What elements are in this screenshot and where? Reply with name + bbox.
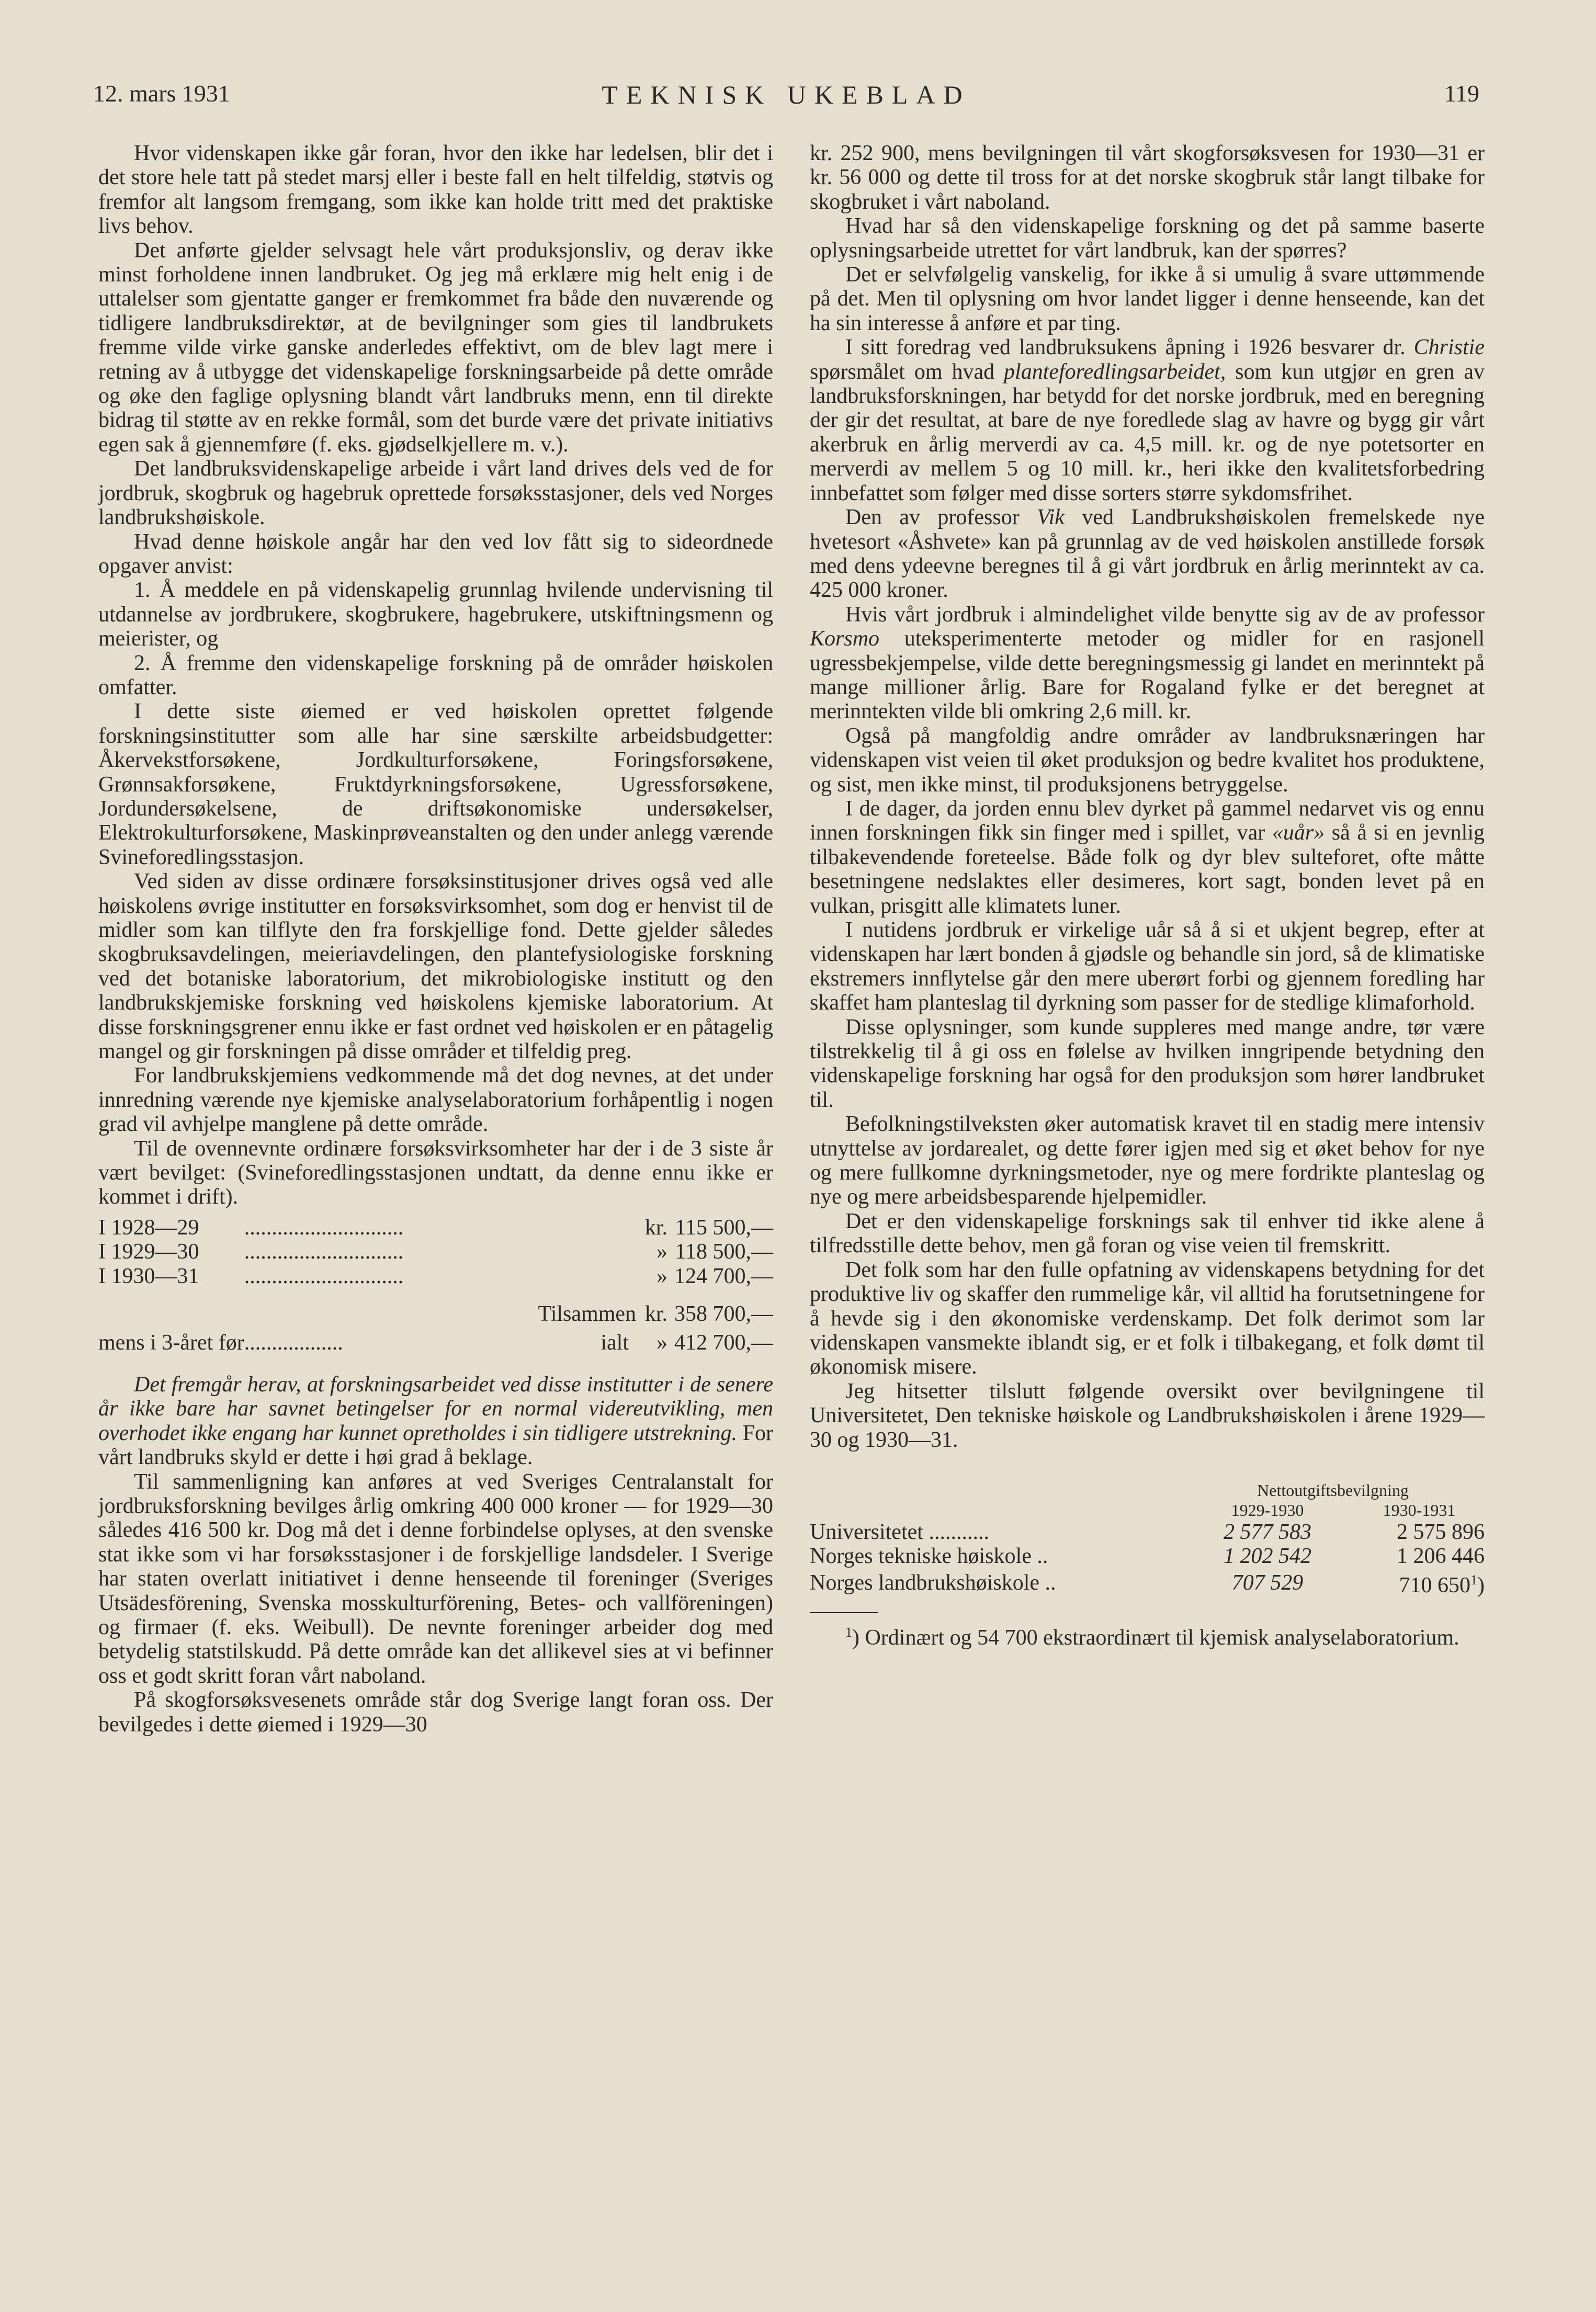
- footnote: [810, 1620, 1485, 1650]
- issue-date: 12. mars 1931: [93, 80, 230, 107]
- paragraph: Det er selvfølgelig vanskelig, for ikke å si umulig å svare uttømmende på det. Men til oplysning om hvor landet ligger i denne henseende, kan det ha sin interesse å anføre et par ting.: [810, 263, 1485, 335]
- list-item: 2. Å fremme den videnskapelige forskning på de områder høiskolen omfatter.: [98, 651, 773, 699]
- emphasis: «uår»: [1272, 821, 1325, 845]
- italic-statement: Det fremgår herav, at forskningsarbeidet ved disse institutter i de senere år ikke bare har savnet betingelser for en normal videreutvikling, men overhodet ikke engang har kunnet opretholdes i sin tidligere utstrekning.: [98, 1372, 773, 1445]
- paragraph: kr. 252 900, mens bevilgningen til vårt skogforsøksvesen for 1930—31 er kr. 56 000 og dette til tross for at det norske skogbruk står langt tilbake for skogbruket i vårt naboland.: [810, 141, 1485, 214]
- institution-name: Universitetet ...........: [810, 1520, 989, 1544]
- list-item: 1. Å meddele en på videnskapelig grunnlag hvilende undervisning til utdannelse av jordbrukere, skogbrukere, hagebrukere, utskiftningsmenn og meierister, og: [98, 578, 773, 651]
- emphasis: planteforedlingsarbeidet,: [1004, 359, 1226, 384]
- person-name: Christie: [1413, 335, 1485, 360]
- column-header: 1929-1930: [1231, 1500, 1304, 1520]
- footnote-text: ) Ordinært og 54 700 ekstraordinært til kjemisk analyselaboratorium.: [852, 1625, 1459, 1650]
- paragraph: På skogforsøksvesenets område står dog Sverige langt foran oss. Der bevilgedes i dette øiemed i 1929—30: [98, 1688, 773, 1737]
- numbered-list: [98, 578, 773, 699]
- table-row: [98, 1264, 773, 1288]
- year-label: I 1930—31: [98, 1264, 199, 1288]
- amount-value: 118 500,—: [675, 1240, 773, 1264]
- leader-dots: ..................: [244, 1330, 343, 1355]
- table-row: [98, 1216, 773, 1240]
- page-header: [93, 74, 1479, 121]
- year-label: I 1929—30: [98, 1240, 199, 1264]
- sentence: For vårt landbruks skyld er dette i høi grad å beklage.: [98, 1421, 773, 1470]
- paragraph: [98, 1373, 773, 1470]
- value-1930: 1 206 446: [1397, 1544, 1485, 1568]
- paragraph: Hvad har så den videnskapelige forskning og det på samme baserte oplysningsarbeide utrettet for vårt landbruk, kan der spørres?: [810, 214, 1485, 263]
- paragraph: Disse oplysninger, som kunde suppleres med mange andre, tør være tilstrekkelig til å gi oss en følelse av hvilken inngripende betydning den videnskapelige forskning har også for den produksjon som hører landbruket til.: [810, 1015, 1485, 1112]
- paragraph: Til sammenligning kan anføres at ved Sveriges Centralanstalt for jordbruksforskning bevilges årlig omkring 400 000 kroner — for 1929—30 således 416 500 kr. Dog må det i denne forbindelse oplyses, at den svenske stat ikke som vi har forsøksstasjoner i de forskjellige landsdeler. I Sverige har staten overlatt initiativet i denne henseende til foreninger (Sveriges Utsädesförening, Svenska mosskulturförening, Betes- och vallföreningen) og firmaer (f. eks. Weibull). De nevnte foreninger arbeider dog med betydelig statstilskudd. På dette område kan det allikevel sies at vi befinner oss et godt skritt foran vårt naboland.: [98, 1469, 773, 1688]
- value-1929: 707 529: [1231, 1570, 1304, 1595]
- person-name: Korsmo: [810, 627, 880, 651]
- paragraph: Befolkningstilveksten øker automatisk kravet til en stadig mere intensiv utnyttelse av jordarealet, og dette fører igjen med sig et øket behov for nye og mere fullkomne dyrkningsmetoder, nye og mere fordrikte planteslag og nye og mere arbeidsbesparende hjelpemidler.: [810, 1112, 1485, 1209]
- value-1930: 710 $650^1$): [1399, 1572, 1485, 1597]
- table-row: [98, 1240, 773, 1264]
- footnote-mark: 1: [845, 1624, 852, 1640]
- total-amount: 358 700,—: [674, 1302, 773, 1327]
- paragraph: Det landbruksvidenskapelige arbeide i vårt land drives dels ved de for jordbruk, skogbruk og hagebruk oprettede forsøksstasjoner, dels ved Norges landbrukshøiskole.: [98, 457, 773, 530]
- paragraph: Jeg hitsetter tilslutt følgende oversikt over bevilgningene til Universitetet, Den tekniske høiskole og Landbrukshøiskolen i årene 1929—30 og 1930—31.: [810, 1379, 1485, 1452]
- value-1930: 2 575 896: [1397, 1520, 1485, 1544]
- person-name: Vik: [1037, 505, 1065, 530]
- footnote-reference: 1: [1470, 1572, 1477, 1588]
- currency-label: »: [656, 1264, 667, 1288]
- publication-title: TEKNISK UKEBLAD: [602, 80, 971, 109]
- total-label: Tilsammen: [538, 1302, 636, 1327]
- table-super-header: Nettoutgiftsbevilgning: [1257, 1480, 1409, 1500]
- budget-table: [810, 1520, 1485, 1597]
- leader-dots: ..: [1045, 1570, 1056, 1595]
- paragraph: I nutidens jordbruk er virkelige uår så å si et ukjent begrep, efter at videnskapen har lært bonden å gjødsle og behandle sin jord, så de klimatiske ekstremers innflytelse går den mere uberørt forbi og gjennem foredling har skaffet ham planteslag til dyrkning som passer for de stedlige klimaforhold.: [810, 918, 1485, 1015]
- paragraph: Det anførte gjelder selvsagt hele vårt produksjonsliv, og derav ikke minst forholdene innen landbruket. Og jeg må erklære mig helt enig i de uttalelser som gjentatte ganger er fremkommet fra både den nuværende og tidligere landbruksdirektør, at de bevilgninger som gies til landbrukets fremme vilde virke ganske anderledes effektivt, om de blev lagt mere i retning av å utbygge det videnskapelige forskningsarbeide på dette område og øke den faglige oplysning blandt vårt landbruks menn, enn til direkte bidrag til støtte av en rekke formål, som det burde være det private initiativs egen sak å gjennemføre (f. eks. gjødselkjellere m. v.).: [98, 238, 773, 457]
- value-1929: 1 202 542: [1224, 1544, 1311, 1568]
- year-label: I 1928—29: [98, 1215, 199, 1240]
- column-header: 1930-1931: [1383, 1500, 1456, 1520]
- institution-name: Norges landbrukshøiskole ..: [810, 1570, 1056, 1595]
- table-row: [810, 1568, 1485, 1597]
- paragraph: Den av professor Vik ved Landbrukshøiskolen fremelskede nye hvetesort «Åshvete» kan på grunnlag av de ved høiskolen anstillede forsøk med dens ydeevne beregnes til å gi vårt jordbruk en årlig merinntekt av ca. 425 000 kroner.: [810, 505, 1485, 603]
- currency-label: »: [656, 1330, 667, 1355]
- amount-value: 115 500,—: [675, 1215, 773, 1240]
- paragraph: Hvad denne høiskole angår har den ved lov fått sig to sideordnede opgaver anvist:: [98, 529, 773, 578]
- leader-dots: .............................: [244, 1215, 404, 1240]
- paragraph: Til de ovennevnte ordinære forsøksvirksomheter har der i de 3 siste år vært bevilget: (Svineforedlingsstasjonen undtatt, da denne ennu ikke er kommet i drift).: [98, 1136, 773, 1209]
- currency-label: kr.: [644, 1302, 667, 1327]
- previous-amount: 412 700,—: [674, 1330, 773, 1355]
- paragraph: For landbrukskjemiens vedkommende må det dog nevnes, at det under innredning værende nye kjemiske analyselaboratorium forhåpentlig i nogen grad vil avhjelpe manglene på dette område.: [98, 1063, 773, 1137]
- paragraph: Det er den videnskapelige forsknings sak til enhver tid ikke alene å tilfredsstille dette behov, men gå foran og vise veien til fremskritt.: [810, 1209, 1485, 1258]
- paragraph: I sitt foredrag ved landbruksukens åpning i 1926 besvarer dr. Christie spørsmålet om hvad planteforedlingsarbeidet, som kun utgjør en gren av landbruksforskningen, har betydd for det norske jordbruk, med en beregning der gir det resultat, at bare de nye foredlede slag av havre og bygg gir vårt akerbruk en årlig merverdi av ca. 4,5 mill. kr. og de nye potetsorter en merverdi av mellem 5 og 10 mill. kr., heri ikke den kvalitetsforbedring innbefattet som følger med disse sorters større sykdomsfrihet.: [810, 335, 1485, 505]
- institution-name: Norges tekniske høiskole ..: [810, 1544, 1048, 1568]
- paragraph: Hvor videnskapen ikke går foran, hvor den ikke har ledelsen, blir det i det store hele tatt på stedet marsj eller i beste fall en helt tilfeldig, støtvis og fremfor alt langsom fremgang, som ikke kan holde tritt med det praktiske livs behov.: [98, 141, 773, 239]
- leader-dots: .............................: [244, 1264, 404, 1288]
- footnote-divider: [810, 1612, 878, 1613]
- paragraph: Hvis vårt jordbruk i almindelighet vilde benytte sig av de av professor Korsmo uteksperimenterte metoder og midler for en rasjonell ugressbekjempelse, vilde dette beregningsmessig gi landet en merinntekt på mange millioner årlig. Bare for Rogaland fylke er det beregnet at merinntekten vilde bli omkring 2,6 mill. kr.: [810, 602, 1485, 724]
- currency-label: »: [656, 1240, 667, 1264]
- paragraph: I dette siste øiemed er ved høiskolen oprettet følgende forskningsinstitutter som alle har sine særskilte arbeidsbudgetter: Åkervekstforsøkene, Jordkulturforsøkene, Foringsforsøkene, Grønnsakforsøkene, Fruktdyrkningsforsøkene, Ugressforsøkene, Jordundersøkelsene, de driftsøkonomiske undersøkelser, Elektrokulturforsøkene, Maskinprøveanstalten og den under anlegg værende Svineforedlingsstasjon.: [98, 699, 773, 869]
- paragraph: I de dager, da jorden ennu blev dyrket på gammel nedarvet vis og ennu innen forskningen fikk sin finger med i spillet, var «uår» så å si en jevnlig tilbakevendende foreteelse. Både folk og dyr blev sulteforet, ofte måtte besetningene nedslaktes eller desimeres, kort sagt, bonden levet på en vulkan, prisgitt alle klimatets luner.: [810, 796, 1485, 918]
- ialt-label: ialt: [601, 1330, 629, 1355]
- paragraph: Også på mangfoldig andre områder av landbruksnæringen har videnskapen vist veien til øket produksjon og bedre kvalitet hos produktene, og sist, men ikke minst, til produksjonens betryggelse.: [810, 723, 1485, 797]
- table-row: [810, 1520, 1485, 1544]
- previous-period-row: [98, 1327, 773, 1355]
- table-header: [810, 1480, 1485, 1520]
- currency-label: kr.: [644, 1215, 667, 1240]
- amount-value: 124 700,—: [674, 1264, 773, 1288]
- leader-dots: ...........: [929, 1520, 989, 1544]
- budget-table-block: [810, 1480, 1485, 1650]
- total-row: [98, 1288, 773, 1326]
- right-column: [810, 141, 1485, 1650]
- value-1929: 2 577 583: [1224, 1520, 1311, 1544]
- allocation-table: [98, 1216, 773, 1355]
- paragraph: Ved siden av disse ordinære forsøksinstitusjoner drives også ved alle høiskolens øvrige institutter en forsøksvirksomhet, som dog er henvist til de midler som kan tilflyte den fra forskjellige fond. Dette gjelder således skogbruksavdelingen, meieriavdelingen, den plantefysiologiske forskning ved det botaniske laboratorium, det mikrobiologiske institutt og den landbrukskjemiske forskning ved høiskolens kjemiske laboratorium. At disse forskningsgrener ennu ikke er fast ordnet ved høiskolen er en påtagelig mangel og gir forskningen på disse områder et tilfeldig preg.: [98, 869, 773, 1064]
- leader-dots: .............................: [244, 1240, 404, 1264]
- page-number: 119: [1444, 80, 1479, 107]
- table-row: [810, 1544, 1485, 1568]
- paragraph: Det folk som har den fulle opfatning av videnskapens betydning for det produktive liv og skaffer den rummelige kår, vil alltid ha forutsetningene for å hevde sig i den økonomiske verdenskamp. Det folk derimot som lar videnskapen vansmekte iblandt sig, er et folk i tilbakegang, et folk dømt til økonomisk misere.: [810, 1257, 1485, 1379]
- leader-dots: ..: [1037, 1544, 1048, 1568]
- previous-label: mens i 3-året før: [98, 1330, 244, 1355]
- left-column: [98, 141, 773, 1737]
